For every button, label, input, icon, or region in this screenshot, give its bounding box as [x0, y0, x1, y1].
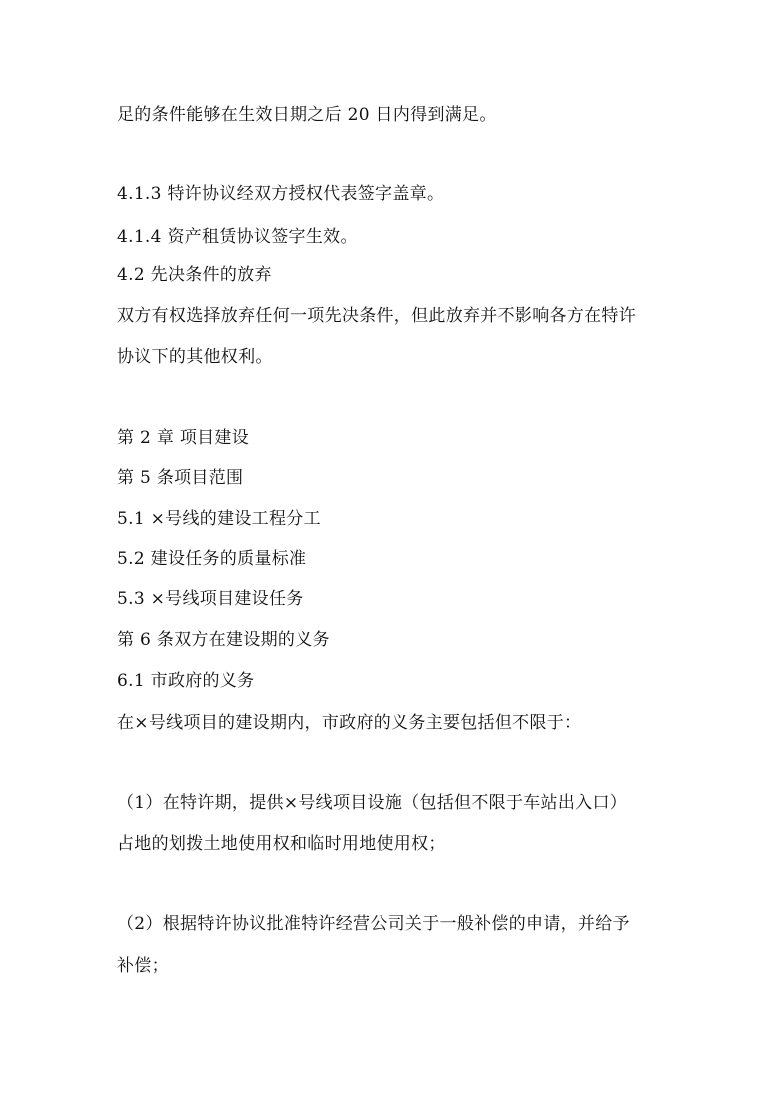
text-line: 双方有权选择放弃任何一项先决条件，但此放弃并不影响各方在特许 — [117, 306, 636, 326]
section-heading: 5.3 ×号线项目建设任务 — [117, 589, 304, 609]
section-heading: 6.1 市政府的义务 — [117, 671, 255, 691]
text-line: 协议下的其他权利。 — [117, 347, 273, 367]
list-item: （2）根据特许协议批准特许经营公司关于一般补偿的申请，并给予 — [117, 914, 630, 934]
text-line: 足的条件能够在生效日期之后 20 日内得到满足。 — [117, 105, 497, 125]
section-heading: 5.2 建设任务的质量标准 — [117, 549, 307, 569]
text-line: 4.1.4 资产租赁协议签字生效。 — [117, 227, 358, 247]
article-heading: 第 6 条双方在建设期的义务 — [117, 630, 330, 650]
article-heading: 第 5 条项目范围 — [117, 468, 244, 488]
text-line: 补偿； — [117, 956, 169, 976]
chapter-heading: 第 2 章 项目建设 — [117, 428, 250, 448]
section-heading: 5.1 ×号线的建设工程分工 — [117, 509, 321, 529]
section-heading: 4.2 先决条件的放弃 — [117, 265, 272, 285]
text-line: 在×号线项目的建设期内，市政府的义务主要包括但不限于： — [117, 713, 582, 733]
text-line: 4.1.3 特许协议经双方授权代表签字盖章。 — [117, 184, 445, 204]
text-line: 占地的划拨土地使用权和临时用地使用权； — [117, 834, 446, 854]
list-item: （1）在特许期，提供×号线项目设施（包括但不限于车站出入口） — [117, 793, 628, 813]
